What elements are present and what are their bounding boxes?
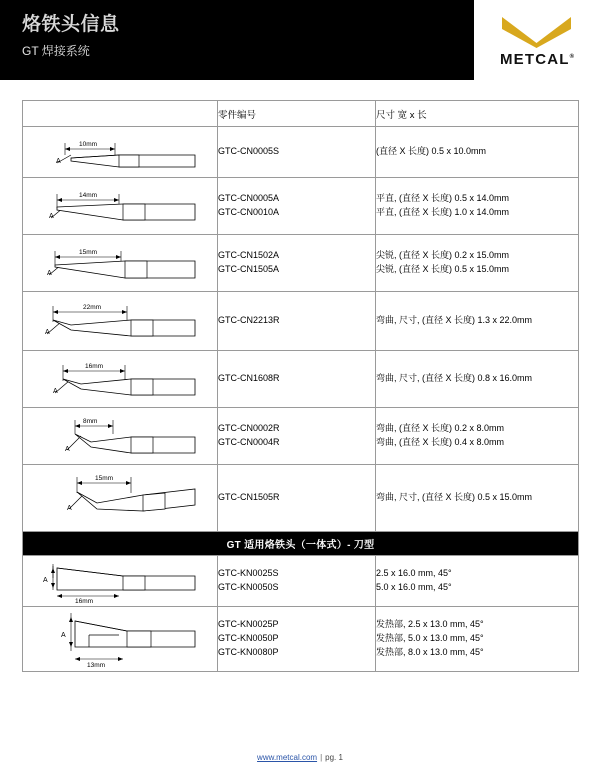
dimension-cell [376, 292, 579, 351]
tip-diagram-cell [23, 235, 218, 292]
part-number-cell [218, 607, 376, 672]
dimension-cell [376, 556, 579, 607]
point-a-label: A [49, 213, 54, 220]
part-number: GTC-KN0025S [218, 568, 279, 579]
dimension-label: 14mm [79, 192, 98, 199]
dimension-text: 平直, (直径 X 长度) 1.0 x 14.0mm [376, 207, 510, 217]
tip-diagram-cell [23, 351, 218, 408]
table-row [23, 351, 579, 408]
table-row [23, 235, 579, 292]
dimension-text: 发热部, 5.0 x 13.0 mm, 45° [376, 633, 484, 644]
part-number-cell [218, 235, 376, 292]
part-number: GTC-KN0080P [218, 646, 279, 657]
trademark-symbol: ® [569, 53, 575, 60]
dimension-cell [376, 127, 579, 178]
dimension-text: 尖锐, (直径 X 长度) 0.5 x 15.0mm [376, 264, 510, 274]
dimension-label: 16mm [85, 363, 104, 370]
tip-spec-table-wrap [22, 100, 578, 672]
part-number: GTC-CN1505A [218, 264, 280, 274]
part-number: GTC-CN1505R [218, 492, 280, 503]
dimension-text: 弯曲, 尺寸, (直径 X 长度) 0.8 x 16.0mm [376, 373, 533, 384]
tip-diagram-icon [27, 556, 213, 606]
column-header-image [23, 101, 218, 127]
dimension-cell [376, 607, 579, 672]
page-subtitle: GT 焊接系统 [22, 43, 90, 58]
tip-diagram-icon [27, 235, 213, 291]
tip-diagram-icon [27, 292, 213, 350]
point-a-label: A [43, 577, 48, 584]
metcal-wordmark-text: METCAL [499, 50, 570, 68]
part-number: GTC-KN0050P [218, 633, 279, 644]
part-number-cell [218, 292, 376, 351]
part-number-cell [218, 465, 376, 532]
dimension-text: 平直, (直径 X 长度) 0.5 x 14.0mm [376, 193, 510, 204]
point-a-label: A [65, 446, 70, 453]
dimension-text: 弯曲, 尺寸, (直径 X 长度) 0.5 x 15.0mm [376, 492, 533, 503]
part-number-cell [218, 408, 376, 465]
tip-diagram-icon [27, 408, 213, 464]
tip-diagram-cell [23, 556, 218, 607]
table-row [23, 127, 579, 178]
page-footer [0, 753, 600, 762]
part-number-cell [218, 178, 376, 235]
part-number: GTC-CN0005A [218, 193, 280, 204]
dimension-label: 8mm [83, 418, 98, 425]
dimension-label: 13mm [87, 662, 106, 669]
tip-diagram-icon [27, 351, 213, 407]
dimension-cell [376, 465, 579, 532]
table-header [23, 101, 579, 127]
part-number: GTC-CN0010A [218, 207, 280, 217]
tip-diagram-cell [23, 292, 218, 351]
section-header-row [23, 532, 579, 556]
section-title: GT 适用烙铁头（一体式）- 刀型 [23, 532, 579, 556]
point-a-label: A [53, 388, 58, 395]
dimension-cell [376, 235, 579, 292]
point-a-label: A [67, 505, 72, 512]
dimension-text: 弯曲, (直径 X 长度) 0.2 x 8.0mm [376, 423, 505, 434]
metcal-logo [474, 0, 600, 80]
page-title: 烙铁头信息 [22, 14, 120, 35]
part-number: GTC-CN0002R [218, 423, 280, 434]
dimension-label: 15mm [79, 249, 98, 256]
dimension-label: 10mm [79, 141, 98, 148]
table-header-row [23, 101, 579, 127]
dimension-label: 16mm [75, 598, 94, 605]
tip-diagram-cell [23, 408, 218, 465]
tip-diagram-icon [27, 465, 213, 531]
part-number: GTC-CN0005S [218, 146, 280, 157]
table-row [23, 556, 579, 607]
tip-diagram-cell [23, 127, 218, 178]
table-row [23, 607, 579, 672]
part-number: GTC-KN0050S [218, 582, 279, 592]
point-a-label: A [47, 270, 52, 277]
dimension-text: 尖锐, (直径 X 长度) 0.2 x 15.0mm [376, 250, 510, 261]
page-number: pg. 1 [325, 753, 343, 762]
part-number-cell [218, 556, 376, 607]
dimension-cell [376, 351, 579, 408]
table-row [23, 178, 579, 235]
part-number: GTC-CN0004R [218, 437, 280, 447]
tip-spec-table [22, 100, 579, 672]
part-number: GTC-CN1502A [218, 250, 280, 261]
column-header-dimensions: 尺寸 宽 x 长 [376, 101, 579, 127]
dimension-text: 弯曲, 尺寸, (直径 X 长度) 1.3 x 22.0mm [376, 315, 533, 326]
header-text-block [0, 0, 474, 80]
dimension-text: 5.0 x 16.0 mm, 45° [376, 582, 452, 592]
part-number: GTC-CN1608R [218, 373, 280, 384]
column-header-part-number: 零件编号 [218, 101, 376, 127]
point-a-label: A [61, 632, 66, 639]
tip-diagram-icon [27, 178, 213, 234]
point-a-label: A [56, 158, 61, 165]
metcal-m-icon [500, 15, 574, 49]
metcal-wordmark [500, 51, 574, 68]
tip-diagram-cell [23, 607, 218, 672]
tip-diagram-cell [23, 178, 218, 235]
point-a-label: A [45, 329, 50, 336]
website-link[interactable]: www.metcal.com [257, 753, 318, 762]
tip-diagram-cell [23, 465, 218, 532]
dimension-cell [376, 178, 579, 235]
footer-separator: | [320, 753, 323, 762]
table-body [23, 127, 579, 672]
table-row [23, 292, 579, 351]
part-number: GTC-KN0025P [218, 619, 279, 630]
part-number-cell [218, 127, 376, 178]
dimension-label: 15mm [95, 475, 114, 482]
tip-diagram-icon [27, 607, 213, 671]
dimension-cell [376, 408, 579, 465]
dimension-text: 弯曲, (直径 X 长度) 0.4 x 8.0mm [376, 437, 505, 447]
dimension-text: 2.5 x 16.0 mm, 45° [376, 568, 452, 579]
dimension-text: 发热部, 8.0 x 13.0 mm, 45° [376, 646, 484, 657]
part-number: GTC-CN2213R [218, 315, 280, 326]
page-header [0, 0, 600, 80]
dimension-text: 发热部, 2.5 x 13.0 mm, 45° [376, 619, 484, 630]
table-row [23, 465, 579, 532]
tip-diagram-icon [27, 127, 213, 177]
dimension-label: 22mm [83, 304, 102, 311]
table-row [23, 408, 579, 465]
part-number-cell [218, 351, 376, 408]
dimension-text: (直径 X 长度) 0.5 x 10.0mm [376, 146, 487, 157]
